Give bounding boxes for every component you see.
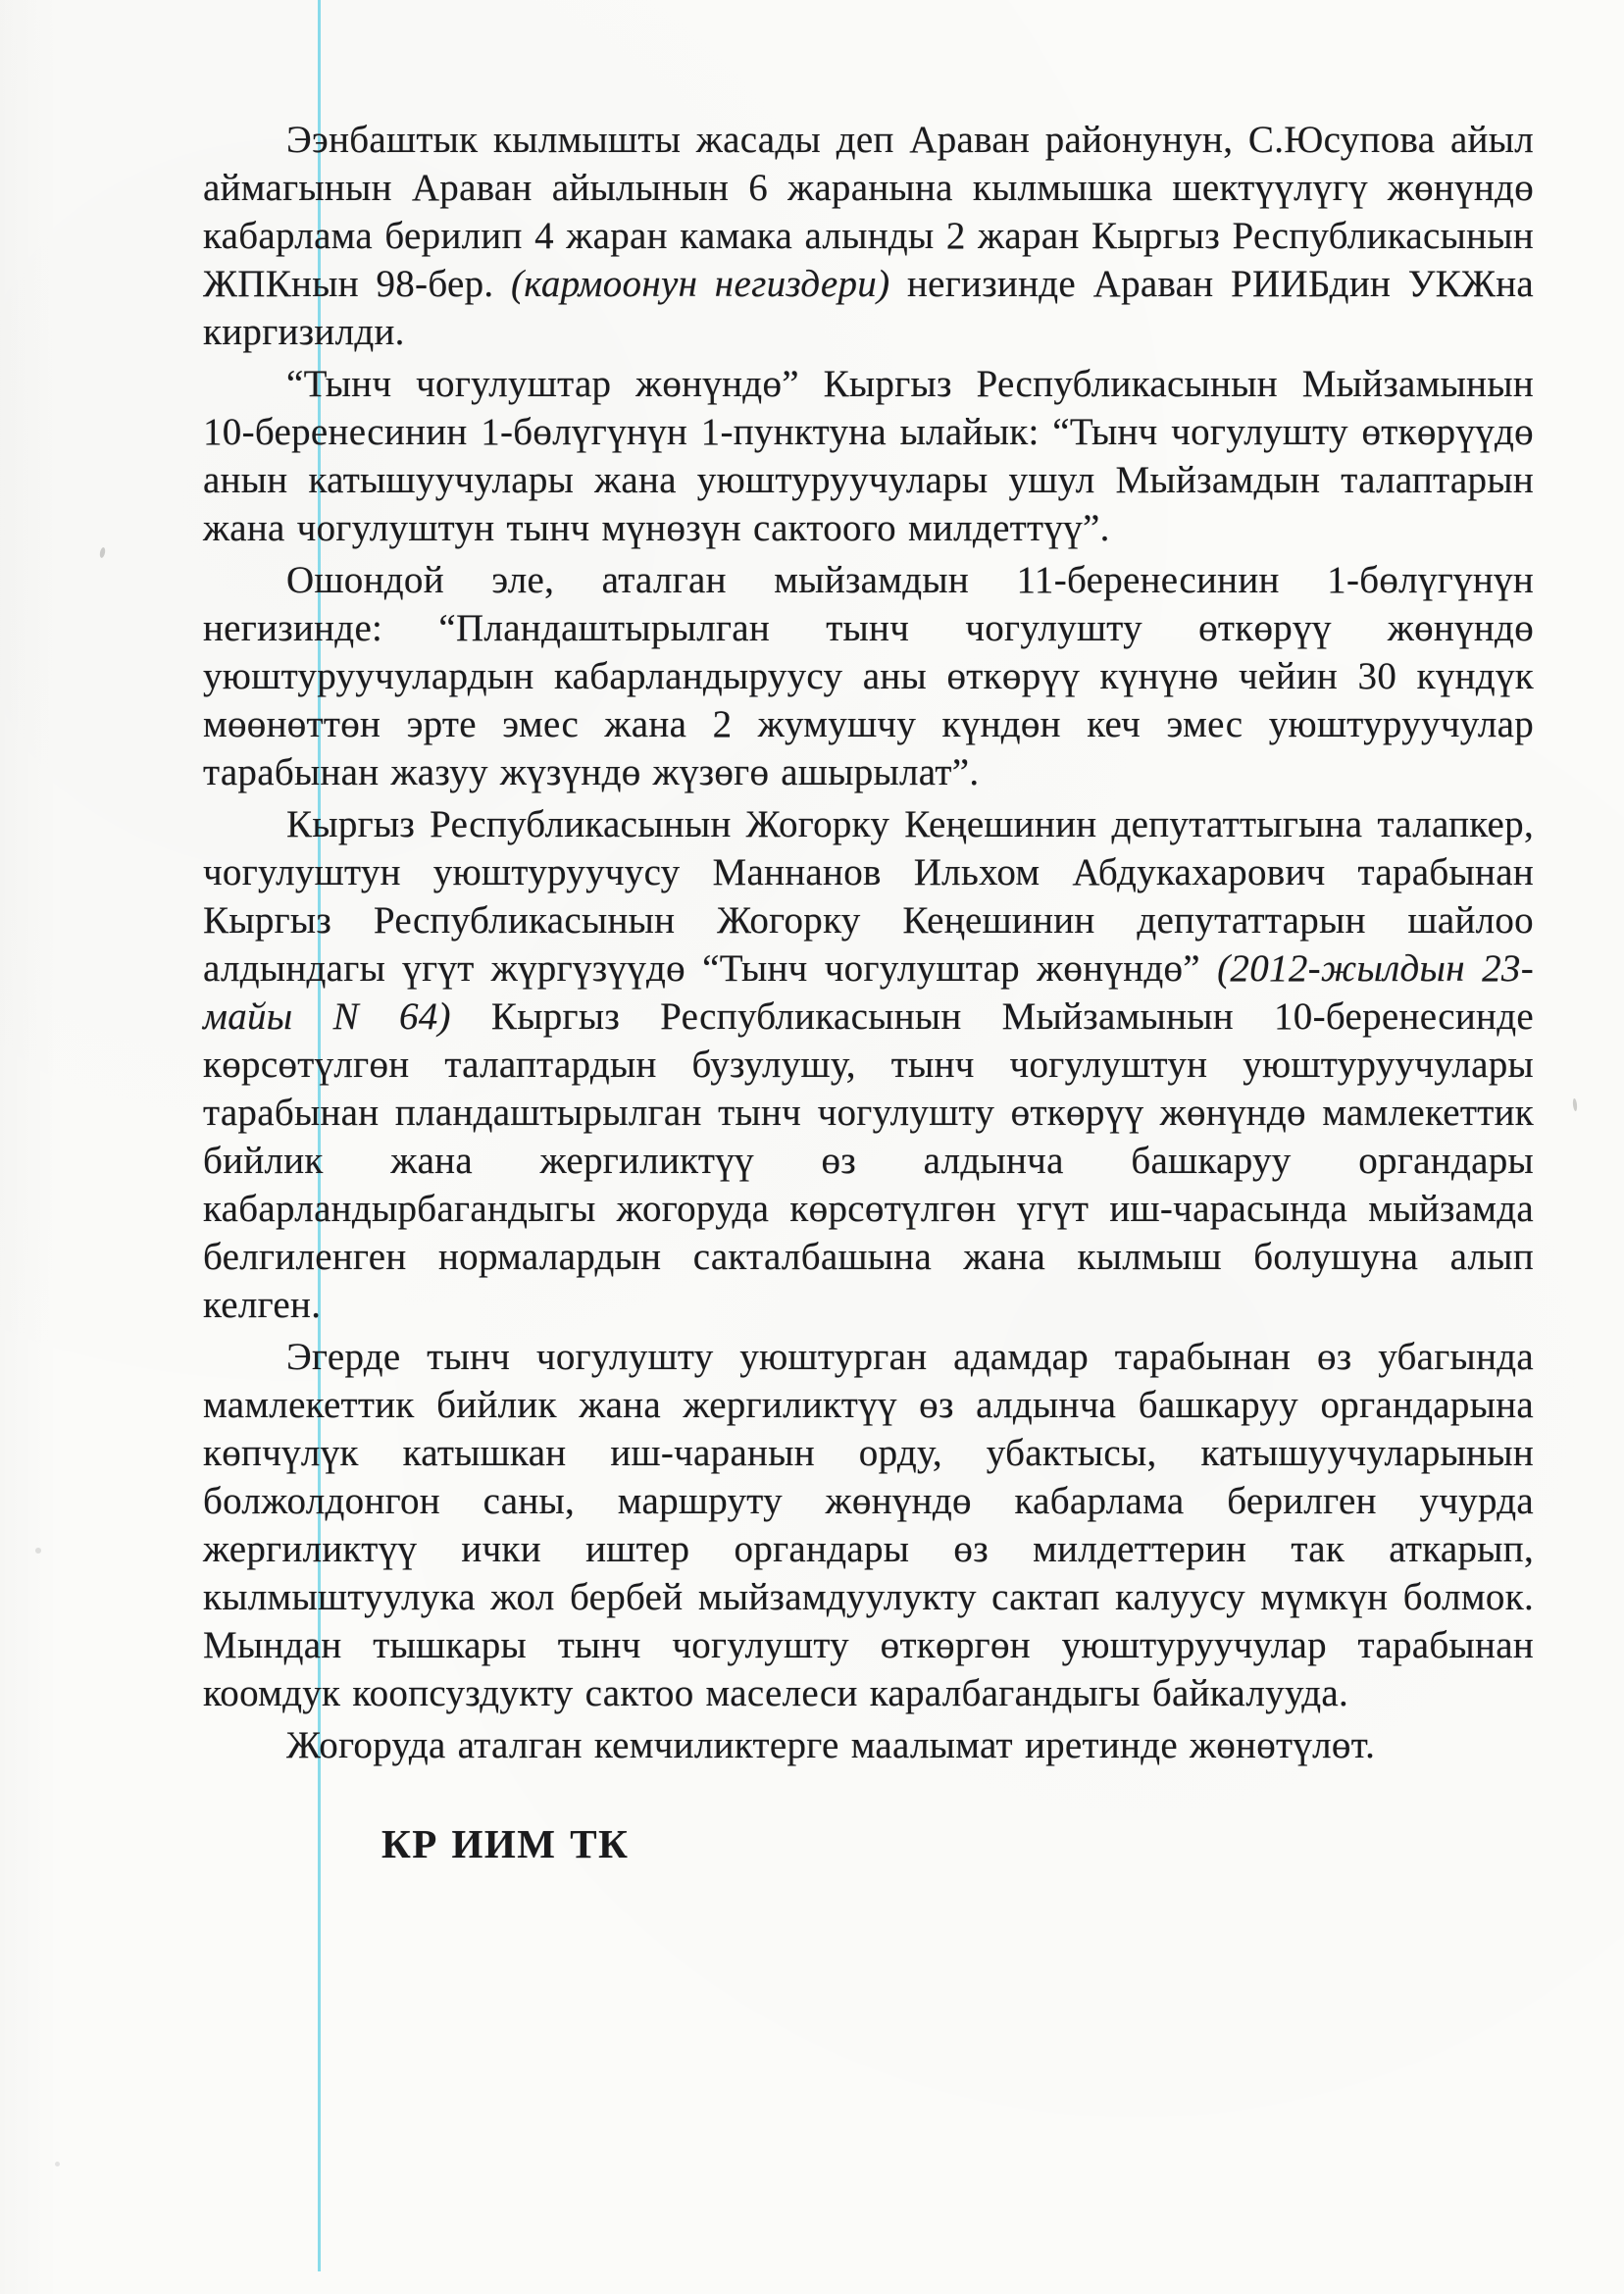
paragraph-text: Кыргыз Республикасынын Жогорку Кеңешинин депутаттыгына талапкер, чогулуштун уюштуруучусу Маннанов Ильхом Абдукахарович тарабынан Кыргыз Республикасынын Жогорку Кеңешинин депутаттарын шайлоо алдындагы үгүт жүргүзүүдө “Тынч чогулуштар жөнүндө” bbox=[203, 803, 1534, 990]
scan-speck bbox=[99, 547, 106, 559]
paragraph-text: “Тынч чогулуштар жөнүндө” Кыргыз Республикасынын Мыйзамынын 10-беренесинин 1-бөлүгүнүн 1-пунктуна ылайык: “Тынч чогулушту өткөрүүдө анын катышуучулары жана уюштуруучулары ушул Мыйзамдын талаптарын жана чогулуштун тынч мүнөзүн сактоого милдеттүү”. bbox=[203, 363, 1534, 549]
paragraph-text: Эгерде тынч чогулушту уюштурган адамдар тарабынан өз убагында мамлекеттик бийлик жана жергиликтүү өз алдынча башкаруу органдарына көпчүлүк катышкан иш-чаранын орду, убактысы, катышуучуларынын болжолдонгон саны, маршруту жөнүндө кабарлама берилген учурда жергиликтүү ички иштер органдары өз милдеттерин так аткарып, кылмыштуулука жол бербей мыйзамдуулукту сактап калуусу мүмкүн болмок. Мындан тышкары тынч чогулушту өткөргөн уюштуруучулар тарабынан коомдук коопсуздукту сактоо маселеси каралбагандыгы байкалууда. bbox=[203, 1336, 1534, 1714]
paragraph-text: Ошондой эле, аталган мыйзамдын 11-беренесинин 1-бөлүгүнүн негизинде: “Пландаштырылган тынч чогулушту өткөрүү жөнүндө уюштуруучулардын кабарландыруусу аны өткөрүү күнүнө чейин 30 күндүк мөөнөттөн эрте эмес жана 2 жумушчу күндөн кеч эмес уюштуруучулар тарабынан жазуу жүзүндө жүзөгө ашырылат”. bbox=[203, 559, 1534, 793]
paragraph-5 bbox=[203, 1333, 1534, 1717]
scan-speck bbox=[35, 1548, 41, 1554]
paragraph-text: Ээнбаштык кылмышты жасады деп Араван районунун, С.Юсупова айыл аймагынын Араван айылынын 6 жаранына кылмышка шектүүлүгү жөнүндө кабарлама берилип 4 жаран камака алынды 2 жаран Кыргыз Республикасынын ЖПКнын 98-бер. bbox=[203, 119, 1534, 305]
paragraph-6 bbox=[203, 1721, 1534, 1769]
paragraph-text-italic: (2012-жылдын 23-майы N 64) bbox=[203, 947, 1534, 1038]
scan-speck bbox=[1572, 1098, 1577, 1111]
paragraph-text: Кыргыз Республикасынын Мыйзамынын 10-беренесинде көрсөтүлгөн талаптардын бузулушу, тынч чогулуштун уюштуруучулары тарабынан пландаштырылган тынч чогулушту өткөрүү жөнүндө мамлекеттик бийлик жана жергиликтүү өз алдынча башкаруу органдары кабарландырбагандыгы жогоруда көрсөтүлгөн үгүт иш-чарасында мыйзамда белгиленген нормалардын сакталбашына жана кылмыш болушуна алып келген. bbox=[203, 995, 1534, 1326]
signature-line: КР ИИМ ТК bbox=[381, 1821, 630, 1866]
paragraph-2 bbox=[203, 360, 1534, 552]
paragraph-3 bbox=[203, 556, 1534, 796]
paragraph-1 bbox=[203, 116, 1534, 356]
paragraph-4 bbox=[203, 800, 1534, 1329]
document-body bbox=[203, 116, 1534, 1868]
scan-speck bbox=[55, 2162, 60, 2167]
paragraph-text-italic: (кармоонун негиздери) bbox=[511, 263, 890, 305]
paragraph-text: негизинде Араван РИИБдин УКЖна киргизилди. bbox=[203, 263, 1534, 353]
paragraph-text: Жогоруда аталган кемчиликтерге маалымат иретинде жөнөтүлөт. bbox=[286, 1724, 1376, 1766]
